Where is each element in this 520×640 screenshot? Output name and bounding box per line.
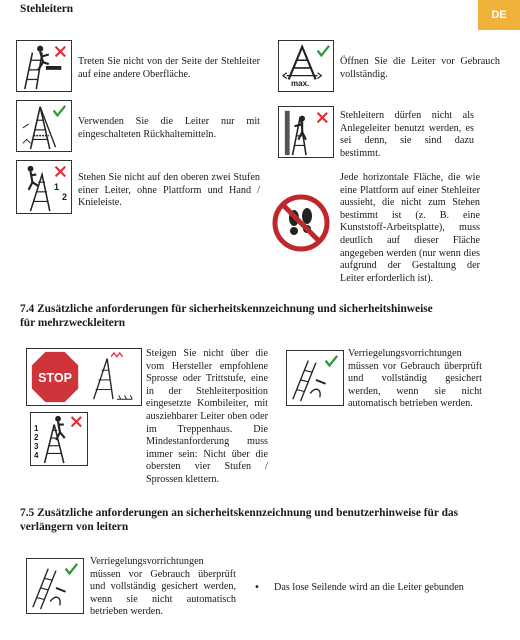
four-steps-numbers	[34, 424, 38, 460]
top-steps-warning-icon	[16, 160, 72, 214]
instruction-not-lean-ladder: Stehleitern dürfen nicht als Anlegeleiter benutzt werden, es sei denn, sie sind dazu bestimmt.	[340, 110, 474, 159]
four-steps-warning-icon	[30, 412, 88, 466]
instruction-restraints: Verwenden Sie die Leiter nur mit eingeschalteten Rückhaltemitteln.	[78, 116, 260, 140]
side-step-warning-icon	[16, 40, 72, 92]
section-7-5-bullet-text: Das lose Seilende wird an die Leiter gebunden	[274, 582, 464, 593]
section-7-4-title: 7.4 Zusätzliche anforderungen für sicherheitskennzeichnung und sicherheitshinweise für mehrzweckleitern	[20, 303, 433, 329]
step-number-d: 4	[34, 451, 39, 460]
instruction-side-step: Treten Sie nicht von der Seite der Stehleiter auf eine andere Oberfläche.	[78, 56, 260, 80]
restraint-ladder-ok-icon	[16, 100, 72, 152]
section-7-4-left-text: Steigen Sie nicht über die vom Hersteller empfohlene Sprosse oder Trittstufe, eine in der Stehleiterposition eingesetzte Kombileiter, mit ausziehbarer Leiter oben oder im Treppenhaus. Die Mindestanforderung muss immer sein: Nicht über die obersten vier Stufen / Sprossen klettern.	[146, 348, 268, 485]
step-number-2: 2	[62, 192, 68, 202]
stop-climbing-warning-icon	[26, 348, 142, 406]
lean-ladder-warning-icon	[278, 106, 334, 158]
step-number-c: 3	[34, 442, 39, 451]
instruction-top-steps: Stehen Sie nicht auf den oberen zwei Stufen einer Leiter, ohne Plattform und Hand / Knieleiste.	[78, 172, 260, 209]
section-7-5-title: 7.5 Zusätzliche anforderungen an sicherheitskennzeichnung und benutzerhinweise für das verlängern von leitern	[20, 507, 459, 533]
step-number-b: 2	[34, 433, 39, 442]
step-number-a: 1	[34, 424, 39, 433]
section-7-5-left-text: Verriegelungsvorrichtungen müssen vor Gebrauch überprüft und vollständig gesichert werden, wenn sie nicht automatisch betrieben werden.	[90, 556, 236, 618]
bullet-marker: •	[254, 582, 260, 593]
instruction-open-fully: Öffnen Sie die Leiter vor Gebrauch vollständig.	[340, 56, 500, 80]
stop-sign-text: STOP	[38, 370, 73, 385]
locking-device-ok-icon	[286, 350, 344, 406]
step-number-1: 1	[54, 182, 60, 192]
page-title: Stehleitern	[20, 3, 74, 15]
instruction-horizontal-surface: Jede horizontale Fläche, die wie eine Plattform auf einer Stehleiter aussieht, die nicht zum Stehen bestimmt ist (z. B. eine Kunststoff-Arbeitsplatte), muss deutlich auf dieser Fläche angegeben werden (nur wenn dies aufgrund der Gestaltung der Leiter erforderlich ist).	[340, 172, 480, 284]
language-badge: DE	[478, 0, 520, 30]
section-7-4-right-text: Verriegelungsvorrichtungen müssen vor Gebrauch überprüft und vollständig gesichert werden, wenn sie nicht automatisch betrieben werden.	[348, 348, 482, 410]
no-standing-prohibition-icon	[272, 194, 330, 252]
extension-locking-ok-icon	[26, 558, 84, 614]
open-ladder-max-label: max.	[291, 79, 310, 88]
